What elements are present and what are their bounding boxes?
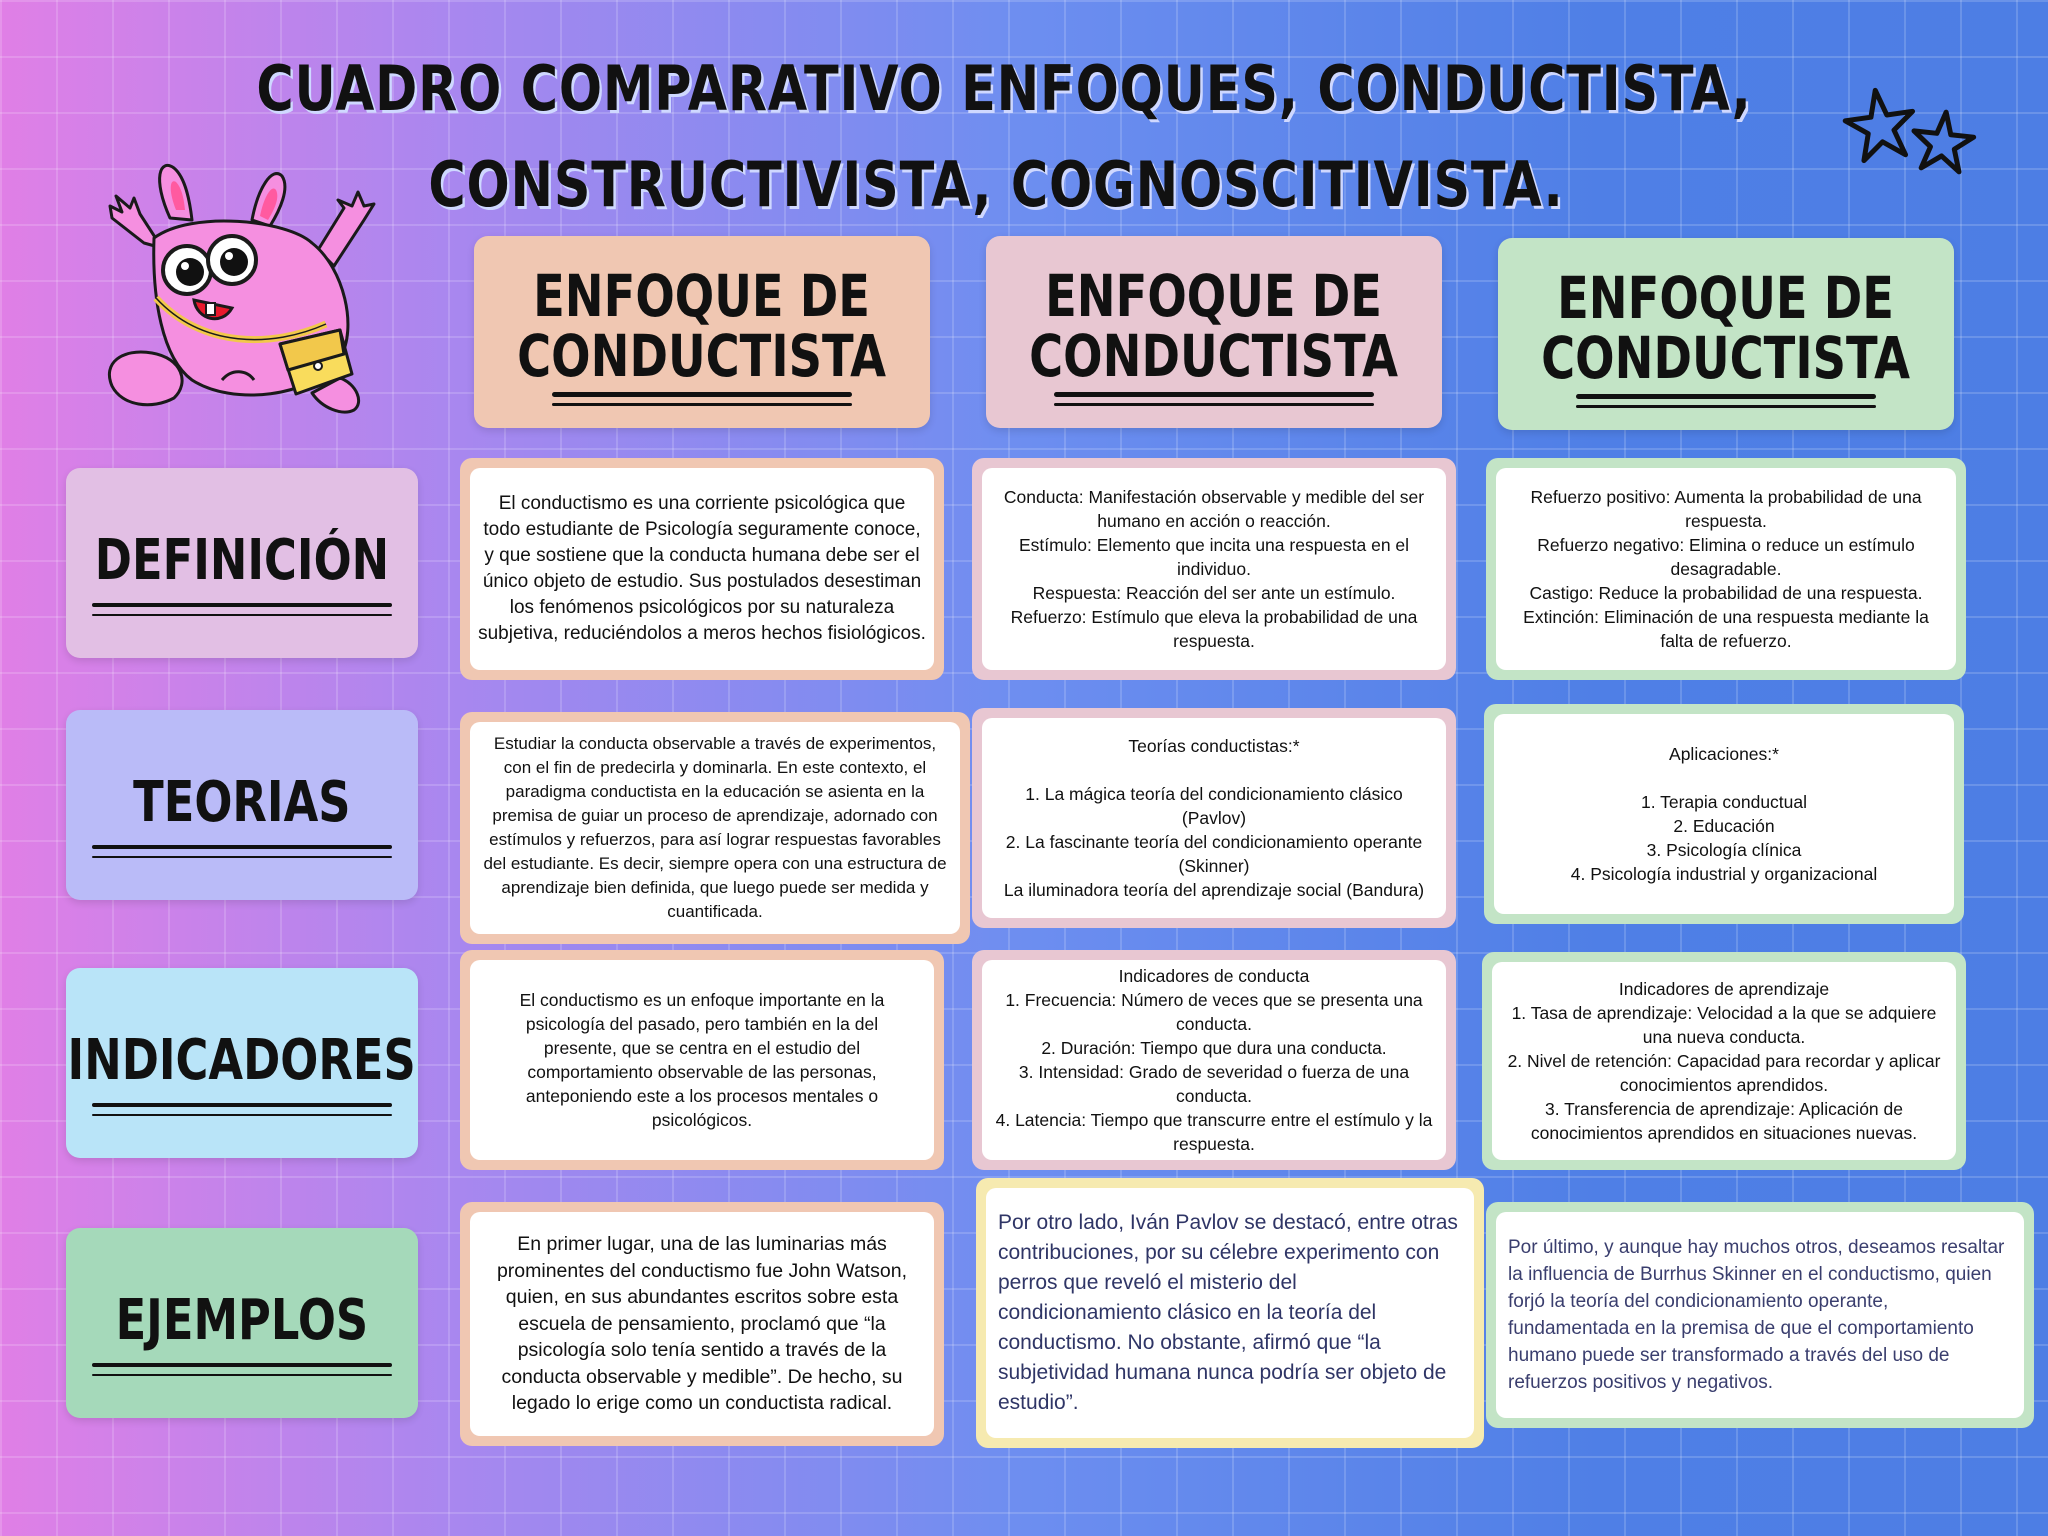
- row-label-definicion: [66, 468, 418, 658]
- cell-teorias-col2: [972, 708, 1456, 928]
- cell-teorias-col1: [460, 712, 970, 944]
- column-header-3-line-2: CONDUCTISTA: [1541, 324, 1911, 392]
- cell-indicadores-col3: [1482, 952, 1966, 1170]
- column-header-1-line-1: ENFOQUE DE: [533, 262, 871, 330]
- cell-ejemplos-col3-text: Por último, y aunque hay muchos otros, deseamos resaltar la influencia de Burrhus Skinner en el conductismo, quien forjó la teoría del condicionamiento operante, fundamentada en la premisa de que el comportamiento humano puede ser transformado a través del uso de refuerzos positivos y negativos.: [1508, 1237, 2005, 1393]
- cell-indicadores-col3-text: Indicadores de aprendizaje 1. Tasa de aprendizaje: Velocidad a la que se adquiere una nueva conducta. 2. Nivel de retención: Capacidad para recordar y aplicar conocimientos aprendidos. 3. Transferencia de aprendizaje: Aplicación de conocimientos aprendidos en situaciones nuevas.: [1507, 979, 1941, 1143]
- row-label-ejemplos: [66, 1228, 418, 1418]
- cell-teorias-col2-text: Teorías conductistas:* 1. La mágica teoría del condicionamiento clásico (Pavlov) 2. La fascinante teoría del condicionamiento operante (Skinner) La iluminadora teoría del aprendizaje social (Bandura): [1003, 736, 1425, 900]
- cell-definicion-col3-text: Refuerzo positivo: Aumenta la probabilidad de una respuesta. Refuerzo negativo: Elimina o reduce un estímulo desagradable. Castigo: Reduce la probabilidad de una respuesta. Extinción: Eliminación de una respuesta mediante la falta de refuerzo.: [1523, 487, 1929, 651]
- cell-definicion-col2: [972, 458, 1456, 680]
- row-label-teorias: [66, 710, 418, 900]
- row-label-indicadores: [66, 968, 418, 1158]
- cell-indicadores-col2: [972, 950, 1456, 1170]
- row-label-teorias-text: TEORIAS: [133, 770, 351, 835]
- column-header-2: [986, 236, 1442, 428]
- cell-teorias-col1-text: Estudiar la conducta observable a través de experimentos, con el fin de predecirla y dominarla. En este contexto, el paradigma conductista en la educación se asienta en la premisa de guiar un proceso de aprendizaje, adornado con estímulos y refuerzos, para así lograr respuestas favorables del estudiante. Es decir, siempre opera con una estructura de aprendizaje bien definida, que luego puede ser medida y cuantificada.: [483, 734, 947, 921]
- cell-definicion-col2-text: Conducta: Manifestación observable y medible del ser humano en acción o reacción. Estímulo: Elemento que incita una respuesta en el individuo. Respuesta: Reacción del ser ante un estímulo. Refuerzo: Estímulo que eleva la probabilidad de una respuesta.: [1003, 487, 1425, 651]
- cell-ejemplos-col3: [1486, 1202, 2034, 1428]
- column-header-3-line-1: ENFOQUE DE: [1557, 264, 1895, 332]
- page-title-line-1: CUADRO COMPARATIVO ENFOQUES, CONDUCTISTA,: [256, 52, 1752, 125]
- cell-teorias-col3-text: Aplicaciones:* 1. Terapia conductual 2. Educación 3. Psicología clínica 4. Psicología industrial y organizacional: [1570, 744, 1878, 884]
- column-header-2-line-2: CONDUCTISTA: [1029, 322, 1399, 390]
- row-label-indicadores-text: INDICADORES: [67, 1028, 417, 1093]
- cell-indicadores-col1: [460, 950, 944, 1170]
- cell-ejemplos-col2-text: Por otro lado, Iván Pavlov se destacó, entre otras contribuciones, por su célebre experimento con perros que reveló el misterio del condicionamiento clásico en la teoría del conductismo. No obstante, afirmó que “la subjetividad humana nunca podría ser objeto de estudio”.: [998, 1211, 1458, 1414]
- column-header-1-line-2: CONDUCTISTA: [517, 322, 887, 390]
- row-label-ejemplos-text: EJEMPLOS: [115, 1288, 369, 1353]
- column-header-2-line-1: ENFOQUE DE: [1045, 262, 1383, 330]
- star-doodle-icon: [1838, 82, 1988, 182]
- page-title-line-2: CONSTRUCTIVISTA, COGNOSCITIVISTA.: [428, 148, 1564, 221]
- cell-ejemplos-col2: [976, 1178, 1484, 1448]
- cell-indicadores-col2-text: Indicadores de conducta 1. Frecuencia: Número de veces que se presenta una conducta. 2. Duración: Tiempo que dura una conducta. 3. Intensidad: Grado de severidad o fuerza de una conducta. 4. Latencia: Tiempo que transcurre entre el estímulo y la respuesta.: [995, 966, 1433, 1154]
- cell-teorias-col3: [1484, 704, 1964, 924]
- cell-definicion-col3: [1486, 458, 1966, 680]
- column-header-1: [474, 236, 930, 428]
- column-header-3: [1498, 238, 1954, 430]
- cell-ejemplos-col1-text: En primer lugar, una de las luminarias más prominentes del conductismo fue John Watson, quien, en sus abundantes escritos sobre esta escuela de pensamiento, proclamó que “la psicología solo tenía sentido a través de la conducta observable y medible”. De hecho, su legado lo erige como un conductista radical.: [496, 1233, 908, 1415]
- cell-definicion-col1-text: El conductismo es una corriente psicológica que todo estudiante de Psicología seguramente conoce, y que sostiene que la conducta humana debe ser el único objeto de estudio. Sus postulados desestiman los fenómenos psicológicos por su naturaleza subjetiva, reduciéndolos a meros hechos fisiológicos.: [478, 493, 926, 644]
- row-label-definicion-text: DEFINICIÓN: [94, 528, 390, 593]
- pink-bunny-mascot-icon: [82, 148, 382, 438]
- cell-indicadores-col1-text: El conductismo es un enfoque importante en la psicología del pasado, pero también en la del presente, que se centra en el estudio del comportamiento observable de las personas, anteponiendo este a los procesos mentales o psicológicos.: [519, 990, 885, 1130]
- cell-ejemplos-col1: [460, 1202, 944, 1446]
- cell-definicion-col1: [460, 458, 944, 680]
